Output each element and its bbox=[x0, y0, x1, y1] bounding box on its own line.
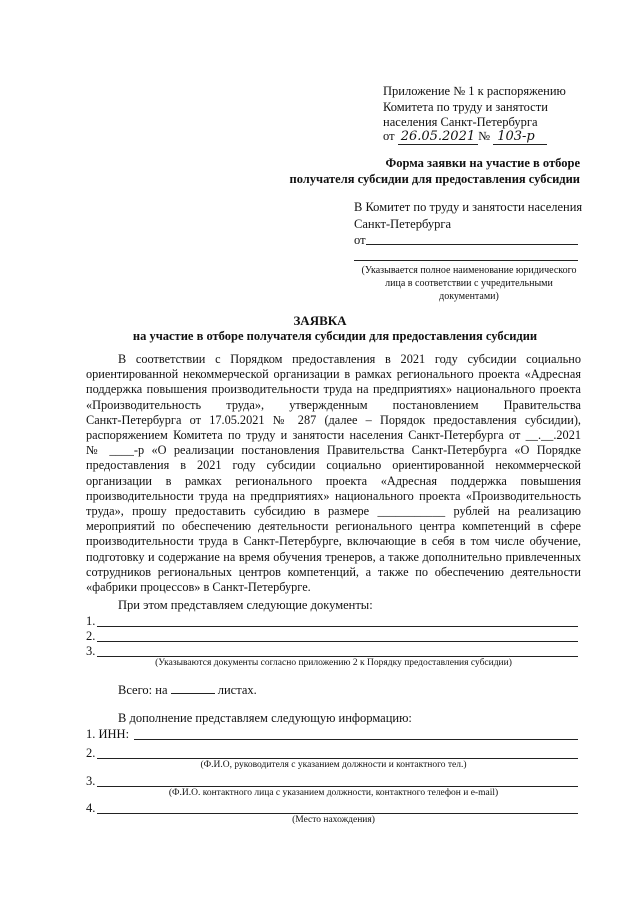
document-item-1-label: 1. bbox=[86, 614, 96, 628]
body-line: труда», прошу предоставить субсидию в размере ___________ рублей на реализацию bbox=[86, 504, 581, 519]
document-item-1-line bbox=[97, 626, 578, 627]
body-line: «Производительность труда», утвержденным постановлением Правительства bbox=[86, 397, 581, 412]
addressee-note-3: документами) bbox=[439, 291, 499, 302]
handwritten-date: 26.05.2021 bbox=[398, 129, 478, 145]
body-line: производительности труда в Санкт-Петербурге, включающие в себя в том числе обучение, bbox=[86, 534, 581, 549]
body-line: В соответствии с Порядком предоставления в 2021 году субсидии социально bbox=[118, 352, 581, 366]
body-line: мероприятий по обеспечению деятельности регионального центра компетенций в сфере bbox=[86, 519, 581, 534]
body-line: производительности труда на предприятиях» национального проекта «Производительность bbox=[86, 488, 581, 503]
info-item-2-line bbox=[97, 758, 578, 759]
total-sheets-blank bbox=[171, 682, 215, 694]
addressee-from-label: от bbox=[354, 233, 366, 247]
body-line: организации в рамках регионального проекта «Адресная поддержка повышения bbox=[86, 473, 581, 488]
addressee-note-1: (Указывается полное наименование юридического bbox=[361, 265, 577, 276]
addressee-second-line bbox=[354, 260, 578, 261]
form-title-line-2: получателя субсидии для предоставления субсидии bbox=[289, 172, 580, 186]
body-paragraph bbox=[86, 352, 581, 595]
appendix-line-2: Комитета по труду и занятости bbox=[383, 100, 548, 114]
document-title: ЗАЯВКА bbox=[293, 313, 347, 328]
body-line: предоставления в 2021 году субсидии социально ориентированной некоммерческой bbox=[86, 458, 581, 473]
document-item-3-line bbox=[97, 656, 578, 657]
info-item-1-label: 1. ИНН: bbox=[86, 727, 130, 741]
info-item-4-caption: (Место нахождения) bbox=[292, 815, 375, 825]
appendix-date-row bbox=[383, 128, 547, 145]
info-item-3-line bbox=[97, 786, 578, 787]
addressee-from-line bbox=[366, 244, 578, 245]
info-item-2-label: 2. bbox=[86, 746, 96, 760]
body-line: сотрудников региональных центров компетенций, а также по обеспечению деятельности bbox=[86, 564, 581, 579]
handwritten-number: 103-р bbox=[493, 129, 547, 145]
body-line: подготовку и содержание на время обучения тренеров, а также дополнительно привлеченных bbox=[86, 549, 581, 564]
info-item-3-label: 3. bbox=[86, 774, 96, 788]
appendix-line-1: Приложение № 1 к распоряжению bbox=[383, 84, 566, 98]
document-subtitle: на участие в отборе получателя субсидии для предоставления субсидии bbox=[132, 329, 538, 343]
documents-intro: При этом представляем следующие документы: bbox=[118, 598, 373, 612]
body-line: ориентированной некоммерческой организации в рамках регионального проекта «Адресная bbox=[86, 367, 581, 382]
document-item-2-line bbox=[97, 641, 578, 642]
number-prefix: № bbox=[478, 129, 491, 143]
documents-total bbox=[118, 682, 257, 698]
body-line: «фабрики процессов» в Санкт-Петербурге. bbox=[86, 580, 311, 595]
body-line: Санкт-Петербурга от 17.05.2021 № 287 (далее – Порядок предоставления субсидии), bbox=[86, 412, 581, 427]
info-item-4-line bbox=[97, 813, 578, 814]
body-line: распоряжением Комитета по труду и занятости населения Санкт-Петербурга от __.__.2021 bbox=[86, 428, 581, 443]
date-prefix: от bbox=[383, 129, 395, 143]
info-item-1-line bbox=[134, 739, 578, 740]
form-title-line-1: Форма заявки на участие в отборе bbox=[385, 156, 580, 170]
addressee-note-2: лица в соответствии с учредительными bbox=[385, 278, 553, 289]
info-item-3-caption: (Ф.И.О. контактного лица с указанием должности, контактного телефон и e-mail) bbox=[168, 788, 499, 798]
addressee-line-1: В Комитет по труду и занятости населения bbox=[354, 200, 583, 214]
total-suffix: листах. bbox=[217, 683, 257, 697]
document-item-3-label: 3. bbox=[86, 644, 96, 658]
total-prefix: Всего: на bbox=[118, 683, 168, 697]
body-line: № ____-р «О реализации постановления Правительства Санкт-Петербурга «О Порядке bbox=[86, 443, 581, 458]
appendix-line-3: населения Санкт-Петербурга bbox=[383, 115, 538, 129]
info-item-2-caption: (Ф.И.О, руководителя с указанием должности и контактного тел.) bbox=[200, 760, 467, 770]
body-line: поддержка повышения производительности труда на предприятиях» национального проекта bbox=[86, 382, 581, 397]
addressee-line-2: Санкт-Петербурга bbox=[354, 217, 452, 231]
info-intro: В дополнение представляем следующую информацию: bbox=[118, 711, 412, 725]
documents-caption: (Указываются документы согласно приложению 2 к Порядку предоставления субсидии) bbox=[155, 658, 512, 668]
document-item-2-label: 2. bbox=[86, 629, 96, 643]
info-item-4-label: 4. bbox=[86, 801, 96, 815]
